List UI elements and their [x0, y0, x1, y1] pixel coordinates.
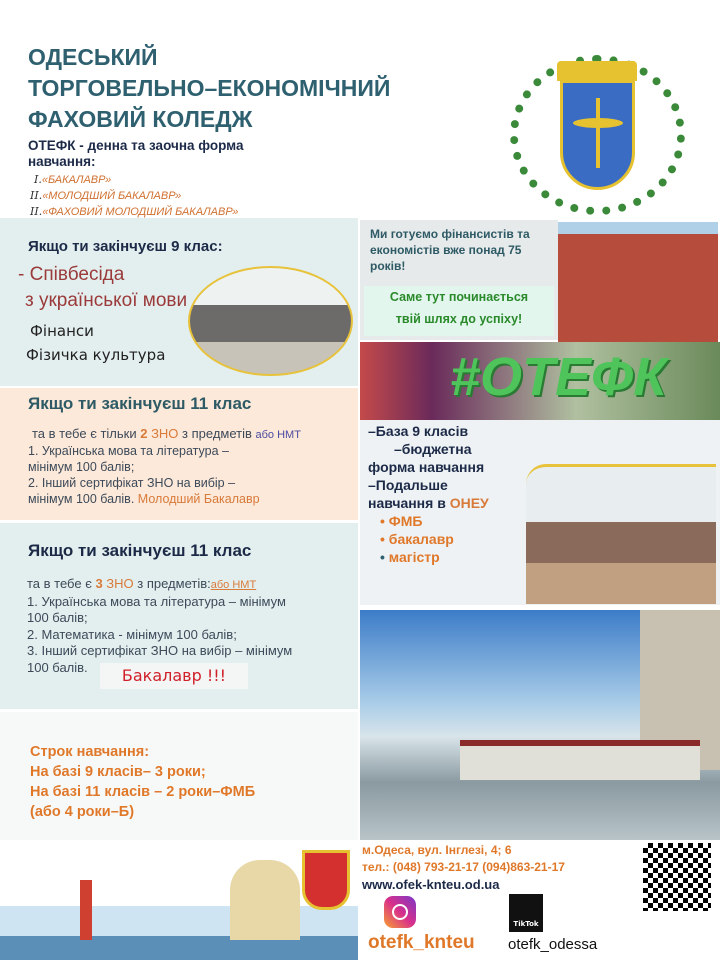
bullet-text: ФМБ — [388, 513, 423, 529]
budget-info — [360, 420, 720, 605]
duration-line: На базі 9 класів– 3 роки; — [30, 764, 206, 780]
program-num: II. — [30, 189, 43, 202]
section-heading: Якщо ти закінчуєш 11 клас — [28, 394, 252, 413]
title-line: ОДЕСЬКИЙ — [28, 44, 158, 70]
campus-photo — [360, 610, 720, 840]
promo-box — [360, 220, 558, 340]
program-name: «МОЛОДШИЙ БАКАЛАВР» — [42, 190, 182, 202]
duration-heading: Строк навчання: — [30, 744, 150, 760]
tiktok-icon[interactable] — [509, 894, 543, 932]
slogan-line: твій шлях до успіху! — [395, 312, 523, 326]
lighthouse-icon — [80, 880, 92, 940]
caduceus-icon — [596, 98, 600, 168]
instagram-handle[interactable]: otefk_knteu — [368, 932, 475, 953]
section-9-class — [0, 218, 358, 386]
odesa-coat-of-arms-icon — [302, 850, 350, 910]
program-item — [30, 172, 238, 188]
instagram-icon[interactable] — [384, 896, 416, 928]
college-building-photo — [558, 222, 718, 342]
website-link[interactable]: www.ofek-knteu.od.ua — [362, 877, 500, 892]
program-num: II. — [30, 205, 43, 218]
requirement-line: 2. Інший сертифікат ЗНО на вибір – — [28, 476, 236, 490]
interview-line: - Співбесіда — [18, 264, 125, 285]
students-photo — [188, 266, 353, 376]
tiktok-handle[interactable]: otefk_odessa — [508, 936, 598, 953]
info-line: –бюджетна — [394, 441, 472, 457]
program-name: «ФАХОВИЙ МОЛОДШИЙ БАКАЛАВР» — [42, 206, 239, 218]
info-line: навчання в — [368, 495, 450, 511]
zno-label: ЗНО — [147, 426, 179, 441]
opera-house-icon — [230, 860, 300, 940]
intro-text: з предметів — [178, 426, 256, 441]
bachelor-label: Бакалавр !!! — [100, 663, 248, 689]
requirement-line: мінімум 100 балів. — [28, 492, 138, 506]
zno-count: 3 — [95, 576, 103, 591]
requirement-line: 100 балів. — [27, 659, 88, 675]
requirement-line: 1. Українська мова та література – мінімум — [27, 593, 286, 609]
section-heading: Якщо ти закінчуєш 11 клас — [28, 541, 252, 560]
duration-line: (або 4 роки–Б) — [30, 804, 135, 820]
bullet-text: магістр — [388, 549, 440, 565]
zno-count: 2 — [140, 426, 148, 441]
requirement-line: 100 балів; — [27, 610, 88, 625]
slogan-line: Саме тут починається — [389, 290, 529, 304]
duration-line: На базі 11 класів – 2 роки–ФМБ — [30, 784, 256, 800]
bullet-text: бакалавр — [388, 531, 454, 547]
contact-info — [362, 842, 642, 893]
college-title — [28, 42, 390, 135]
requirement-line: мінімум 100 балів; — [28, 460, 135, 474]
nmt-label: або НМТ — [255, 429, 301, 441]
requirement-line: 2. Математика - мінімум 100 балів; — [27, 626, 237, 642]
slogan-box — [364, 286, 554, 336]
intro-text: з предметів: — [133, 576, 211, 591]
classroom-photo — [526, 464, 716, 604]
program-item — [30, 188, 238, 204]
study-forms: ОТЕФК - денна та заочна форма навчання: — [28, 138, 244, 169]
wings-icon — [573, 118, 623, 128]
program-name: «БАКАЛАВР» — [41, 174, 112, 186]
hashtag-text: #ОТЕФК — [450, 347, 667, 407]
program-num: I. — [34, 173, 42, 186]
qr-code[interactable] — [643, 843, 711, 911]
tiktok-label: TikTok — [513, 920, 539, 928]
title-line: ТОРГОВЕЛЬНО–ЕКОНОМІЧНИЙ — [28, 75, 391, 101]
requirement-line: 3. Інший сертифікат ЗНО на вибір – мінімум — [27, 643, 293, 658]
promo-text: Ми готуємо фінансистів та економістів вже понад 75 років! — [370, 227, 530, 273]
zno-label: ЗНО — [102, 576, 134, 591]
intro-text: та в тебе є тільки — [32, 426, 141, 441]
section-11-class-3zno — [0, 523, 358, 709]
school-building — [460, 740, 700, 780]
shield-icon — [560, 80, 635, 190]
study-duration — [0, 712, 358, 840]
phone: тел.: (048) 793-21-17 (094)863-21-17 — [362, 860, 565, 874]
degree-bullet: • бакалавр — [380, 531, 454, 547]
section-heading: Якщо ти закінчуєш 9 клас: — [28, 238, 223, 255]
program-list — [30, 172, 238, 220]
odesa-landmarks-illustration — [0, 840, 358, 960]
interview-text — [18, 262, 187, 314]
degree-bullet: • ФМБ — [380, 513, 423, 529]
crown-icon — [557, 61, 637, 81]
section-11-class-2zno — [0, 388, 358, 520]
info-line: –База 9 класів — [368, 423, 469, 439]
oneu-label: ОНЕУ — [449, 495, 489, 511]
degree-bullet: • магістр — [380, 549, 440, 565]
hashtag-banner — [360, 342, 720, 420]
specialty-finance: Фінанси — [30, 322, 94, 340]
address: м.Одеса, вул. Інглезі, 4; 6 — [362, 843, 512, 857]
specialty-sport: Фізичка культура — [26, 346, 166, 364]
college-emblem — [510, 55, 685, 215]
title-line: ФАХОВИЙ КОЛЕДЖ — [28, 106, 253, 132]
requirement-line: 1. Українська мова та література – — [28, 444, 229, 458]
degree-label: Молодший Бакалавр — [137, 492, 260, 506]
info-line: форма навчання — [368, 459, 485, 475]
interview-line: з української мови — [25, 290, 188, 311]
intro-text: та в тебе є — [27, 576, 96, 591]
info-line: –Подальше — [368, 477, 448, 493]
nmt-label: або НМТ — [210, 579, 257, 591]
